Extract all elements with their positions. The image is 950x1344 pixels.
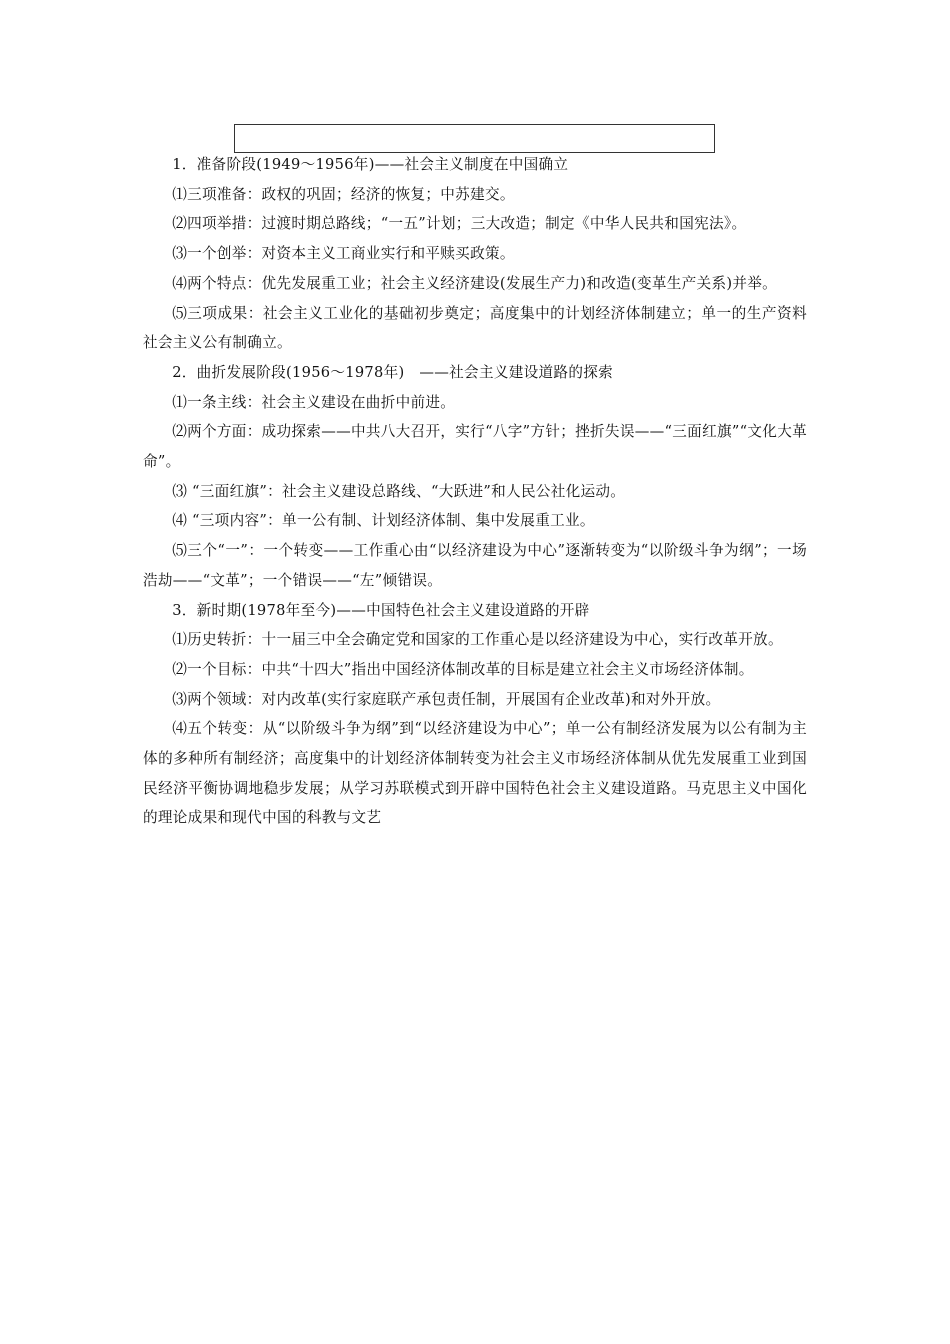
list-item: ⑸三个“一”：一个转变——工作重心由“以经济建设为中心”逐渐转变为“以阶级斗争为纲”；一场浩劫——“文革”；一个错误——“左”倾错误。 — [143, 542, 807, 589]
list-item: ⑵一个目标：中共“十四大”指出中国经济体制改革的目标是建立社会主义市场经济体制。 — [172, 660, 754, 678]
list-item: ⑵四项举措：过渡时期总路线；“一五”计划；三大改造；制定《中华人民共和国宪法》。 — [172, 215, 747, 233]
list-item: ⑷ “三项内容”：单一公有制、计划经济体制、集中发展重工业。 — [172, 512, 595, 530]
list-item: ⑴一条主线：社会主义建设在曲折中前进。 — [172, 393, 456, 411]
list-item: ⑷两个特点：优先发展重工业；社会主义经济建设(发展生产力)和改造(变革生产关系)并举。 — [172, 274, 778, 292]
section-heading: 3．新时期(1978年至今)——中国特色社会主义建设道路的开辟 — [172, 601, 590, 619]
list-item: ⑶一个创举：对资本主义工商业实行和平赎买政策。 — [172, 245, 515, 263]
document-body — [143, 150, 807, 833]
list-item: ⑷五个转变：从“以阶级斗争为纲”到“以经济建设为中心”；单一公有制经济发展为以公有制为主体的多种所有制经济；高度集中的计划经济体制转变为社会主义市场经济体制从优先发展重工业到国民经济平衡协调地稳步发展；从学习苏联模式到开辟中国特色社会主义建设道路。马克思主义中国化的理论成果和现代中国的科教与文艺 — [143, 720, 807, 827]
list-item: ⑶ “三面红旗”：社会主义建设总路线、“大跃进”和人民公社化运动。 — [172, 482, 626, 500]
list-item: ⑵两个方面：成功探索——中共八大召开，实行“八字”方针；挫折失误——“三面红旗”“文化大革命”。 — [143, 423, 807, 471]
list-item: ⑸三项成果：社会主义工业化的基础初步奠定；高度集中的计划经济体制建立；单一的生产资料社会主义公有制确立。 — [143, 304, 807, 352]
list-item: ⑶两个领域：对内改革(实行家庭联产承包责任制，开展国有企业改革)和对外开放。 — [172, 690, 721, 708]
section-heading: 2．曲折发展阶段(1956～1978年) ——社会主义建设道路的探索 — [172, 363, 613, 381]
list-item: ⑴历史转折：十一届三中全会确定党和国家的工作重心是以经济建设为中心，实行改革开放。 — [172, 631, 783, 649]
title-box — [234, 124, 715, 153]
section-heading: 1．准备阶段(1949～1956年)——社会主义制度在中国确立 — [172, 156, 569, 173]
list-item: ⑴三项准备：政权的巩固；经济的恢复；中苏建交。 — [172, 185, 515, 203]
